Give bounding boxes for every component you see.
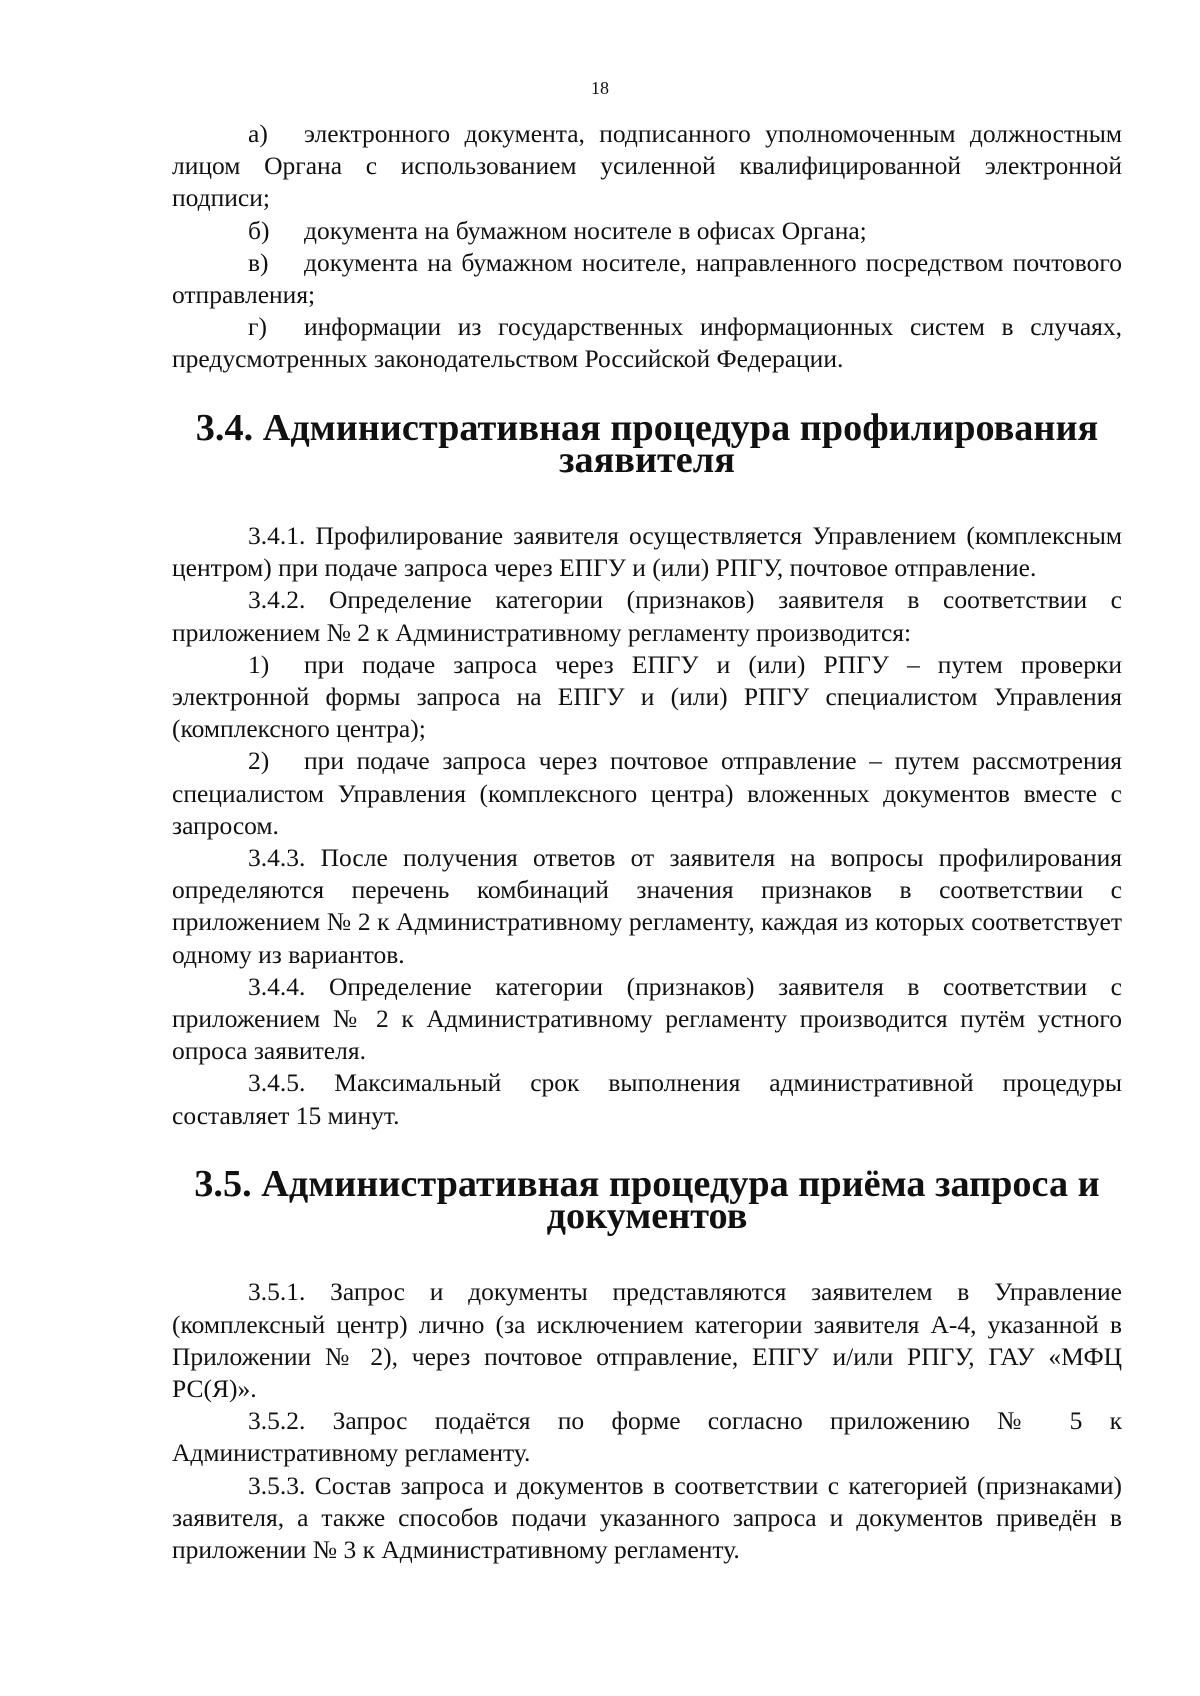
section-heading-3-5: 3.5. Административная процедура приёма запроса и документов: [194, 1162, 1100, 1238]
list-item-label: г): [248, 312, 267, 342]
list-item-label: 1): [248, 649, 270, 679]
list-item-text: документа на бумажном носителе, направленного посредством почтового отправления;: [172, 247, 1122, 310]
paragraph-3-5-3: 3.5.3. Состав запроса и документов в соответствии с категорией (признаками) заявителя, а также способов подачи указанного запроса и документов приведён в приложении № 3 к Административному регламенту.: [172, 1470, 1122, 1564]
paragraph-3-4-1: 3.4.1. Профилирование заявителя осуществляется Управлением (комплексным центром) при подаче запроса через ЕПГУ и (или) РПГУ, почтовое отправление.: [172, 521, 1122, 583]
list-item-label: 2): [248, 746, 270, 776]
paragraph-3-4-2: 3.4.2. Определение категории (признаков) заявителя в соответствии с приложением № 2 к Административному регламенту производится:: [172, 585, 1122, 647]
paragraph-3-4-3: 3.4.3. После получения ответов от заявителя на вопросы профилирования определяются перечень комбинаций значения признаков в соответствии с приложением № 2 к Административному регламенту, каждая из которых соответствует одному из вариантов.: [172, 843, 1122, 969]
list-item-text: информации из государственных информационных систем в случаях, предусмотренных законодательством Российской Федерации.: [172, 312, 1122, 374]
list-item-text: при подаче запроса через почтовое отправление – путем рассмотрения специалистом Управления (комплексного центра) вложенных документов вместе с запросом.: [172, 746, 1122, 840]
list-item-text: при подаче запроса через ЕПГУ и (или) РПГУ – путем проверки электронной формы запроса на ЕПГУ и (или) РПГУ специалистом Управления (комплексного центра);: [172, 649, 1122, 744]
list-item-text: документа на бумажном носителе в офисах Органа;: [304, 215, 867, 245]
document-body: [172, 118, 1122, 1566]
section-heading-3-4: 3.4. Административная процедура профилирования заявителя: [195, 406, 1099, 481]
list-item: [172, 215, 1122, 247]
page-number: 18: [591, 78, 609, 98]
list-item: [172, 649, 1122, 746]
list-item-label: а): [248, 119, 268, 148]
list-item: [172, 118, 1122, 215]
list-item-label: б): [248, 215, 270, 245]
paragraph-3-5-2: 3.5.2. Запрос подаётся по форме согласно приложению № 5 к Административному регламенту.: [172, 1406, 1122, 1468]
spacer: [172, 1232, 1122, 1276]
paragraph-3-4-4: 3.4.4. Определение категории (признаков) заявителя в соответствии с приложением № 2 к Административному регламенту производится путём устного опроса заявителя.: [172, 971, 1122, 1066]
list-item: [172, 311, 1122, 375]
paragraph-3-4-5: 3.4.5. Максимальный срок выполнения административной процедуры составляет 15 минут.: [172, 1068, 1122, 1130]
spacer: [172, 476, 1122, 520]
list-item: [172, 745, 1122, 842]
list-item-text: электронного документа, подписанного уполномоченным должностным лицом Органа с использованием усиленной квалифицированной электронной подписи;: [172, 119, 1122, 213]
list-item-label: в): [248, 247, 269, 277]
paragraph-3-5-1: 3.5.1. Запрос и документы представляются заявителем в Управление (комплексный центр) лично (за исключением категории заявителя А-4, указанной в Приложении № 2), через почтовое отправление, ЕПГУ и/или РПГУ, ГАУ «МФЦ РС(Я)».: [172, 1277, 1122, 1403]
list-item: [172, 247, 1122, 311]
